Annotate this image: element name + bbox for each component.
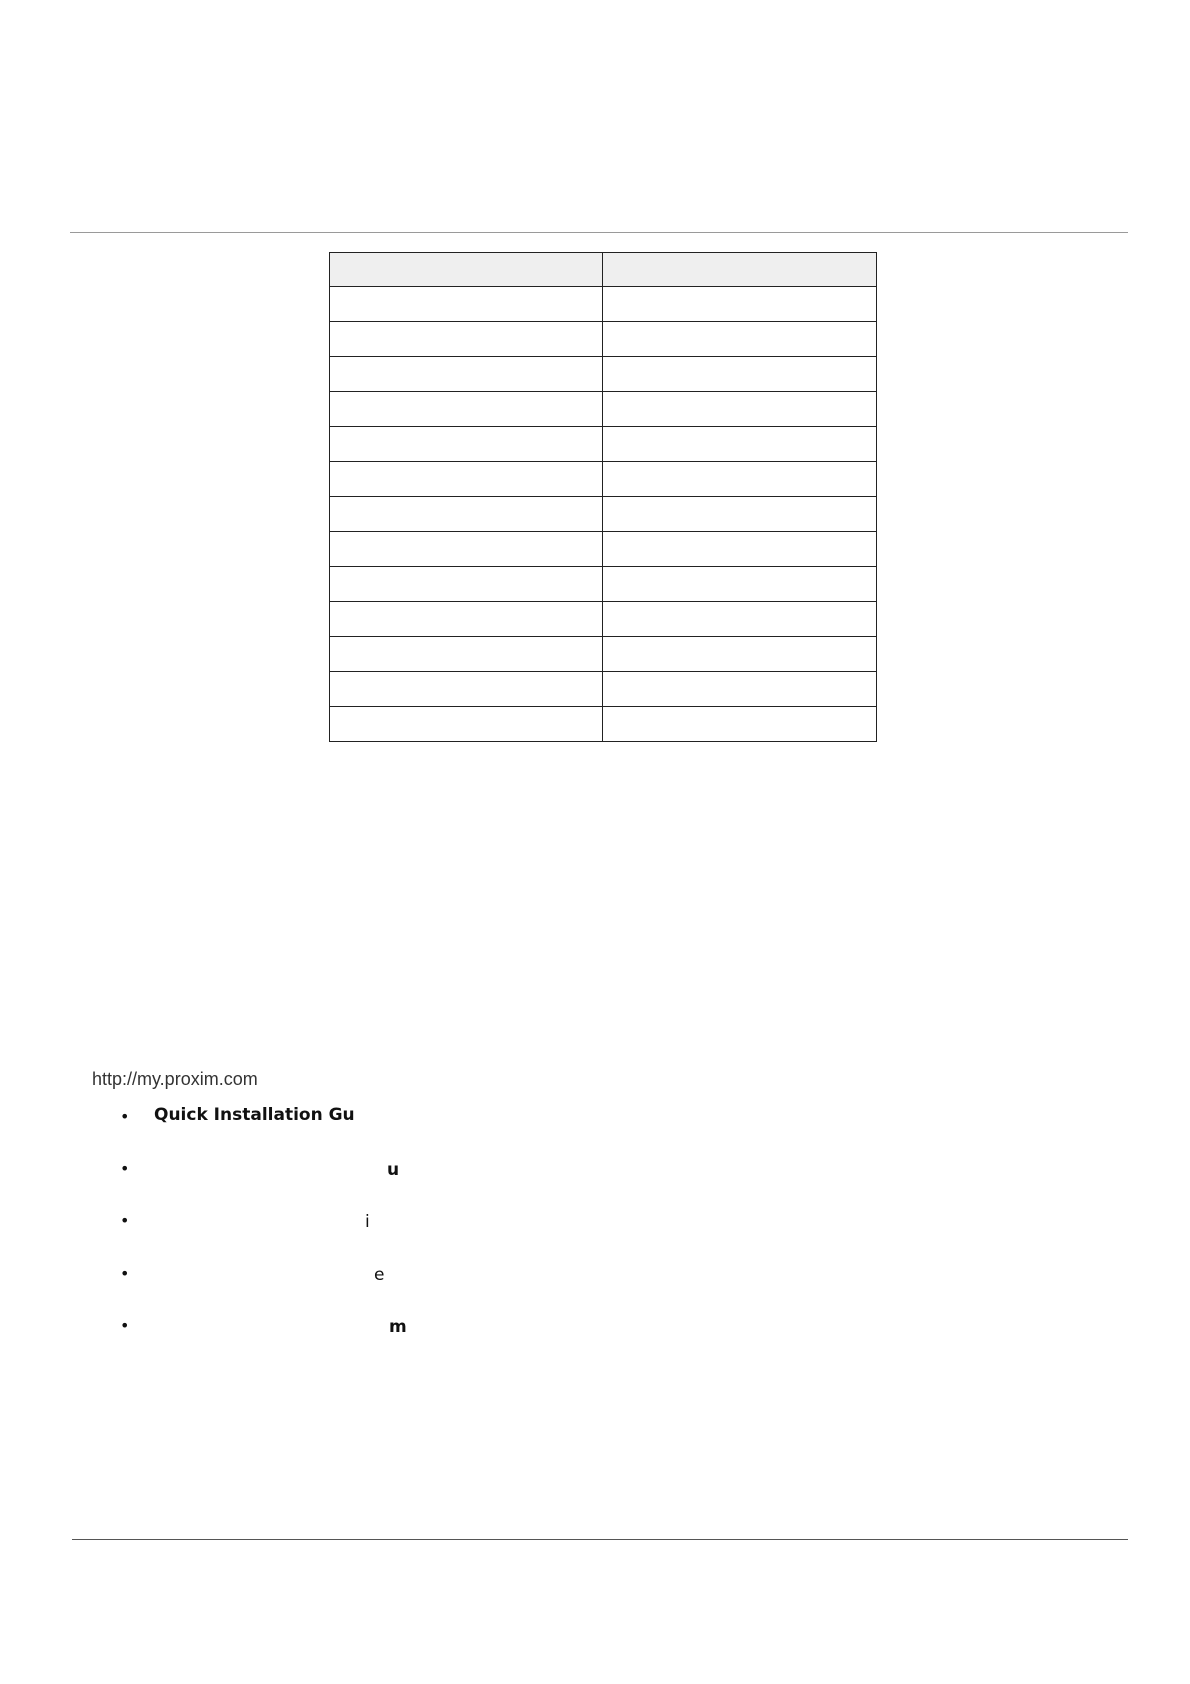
table-cell: [330, 567, 603, 602]
table-cell: [330, 497, 603, 532]
list-item-text: e: [374, 1265, 385, 1285]
spec-table: [329, 252, 877, 742]
table-cell: [603, 322, 877, 357]
table-cell: [603, 287, 877, 322]
table-header-row: [330, 253, 877, 287]
table-row: [330, 322, 877, 357]
table-row: [330, 532, 877, 567]
documentation-link[interactable]: http://my.proxim.com: [92, 1069, 258, 1089]
table-cell: [603, 462, 877, 497]
table-cell: [330, 672, 603, 707]
table-cell: [603, 357, 877, 392]
table-cell: [603, 497, 877, 532]
table-cell: [330, 427, 603, 462]
table-row: [330, 287, 877, 322]
table-cell: [330, 532, 603, 567]
table-cell: [603, 707, 877, 742]
table-cell: [330, 462, 603, 497]
table-cell: [603, 392, 877, 427]
table-header-cell: [603, 253, 877, 287]
list-item-text: m: [389, 1317, 407, 1337]
table-cell: [603, 602, 877, 637]
table-cell: [603, 567, 877, 602]
table-cell: [330, 707, 603, 742]
table-cell: [330, 637, 603, 672]
table-row: [330, 602, 877, 637]
bullet-icon: •: [120, 1316, 130, 1335]
table-cell: [603, 532, 877, 567]
bullet-icon: •: [120, 1159, 130, 1178]
table-row: [330, 707, 877, 742]
table-cell: [330, 287, 603, 322]
list-item-text: Quick Installation Gu: [154, 1105, 355, 1125]
table-cell: [330, 357, 603, 392]
table-row: [330, 672, 877, 707]
table-row: [330, 497, 877, 532]
table-cell: [603, 637, 877, 672]
table-row: [330, 392, 877, 427]
bullet-icon: •: [120, 1264, 130, 1283]
table-row: [330, 462, 877, 497]
table-row: [330, 567, 877, 602]
table-cell: [603, 672, 877, 707]
table-header-cell: [330, 253, 603, 287]
bullet-icon: •: [120, 1211, 130, 1230]
table-row: [330, 357, 877, 392]
table-cell: [330, 322, 603, 357]
table-row: [330, 427, 877, 462]
table-row: [330, 637, 877, 672]
bullet-icon: •: [120, 1107, 130, 1126]
list-item-text: i: [365, 1212, 370, 1232]
header-divider: [70, 232, 1128, 233]
list-item-text: u: [387, 1160, 400, 1180]
table-cell: [330, 602, 603, 637]
table-cell: [330, 392, 603, 427]
table-cell: [603, 427, 877, 462]
footer-divider: [72, 1539, 1128, 1540]
